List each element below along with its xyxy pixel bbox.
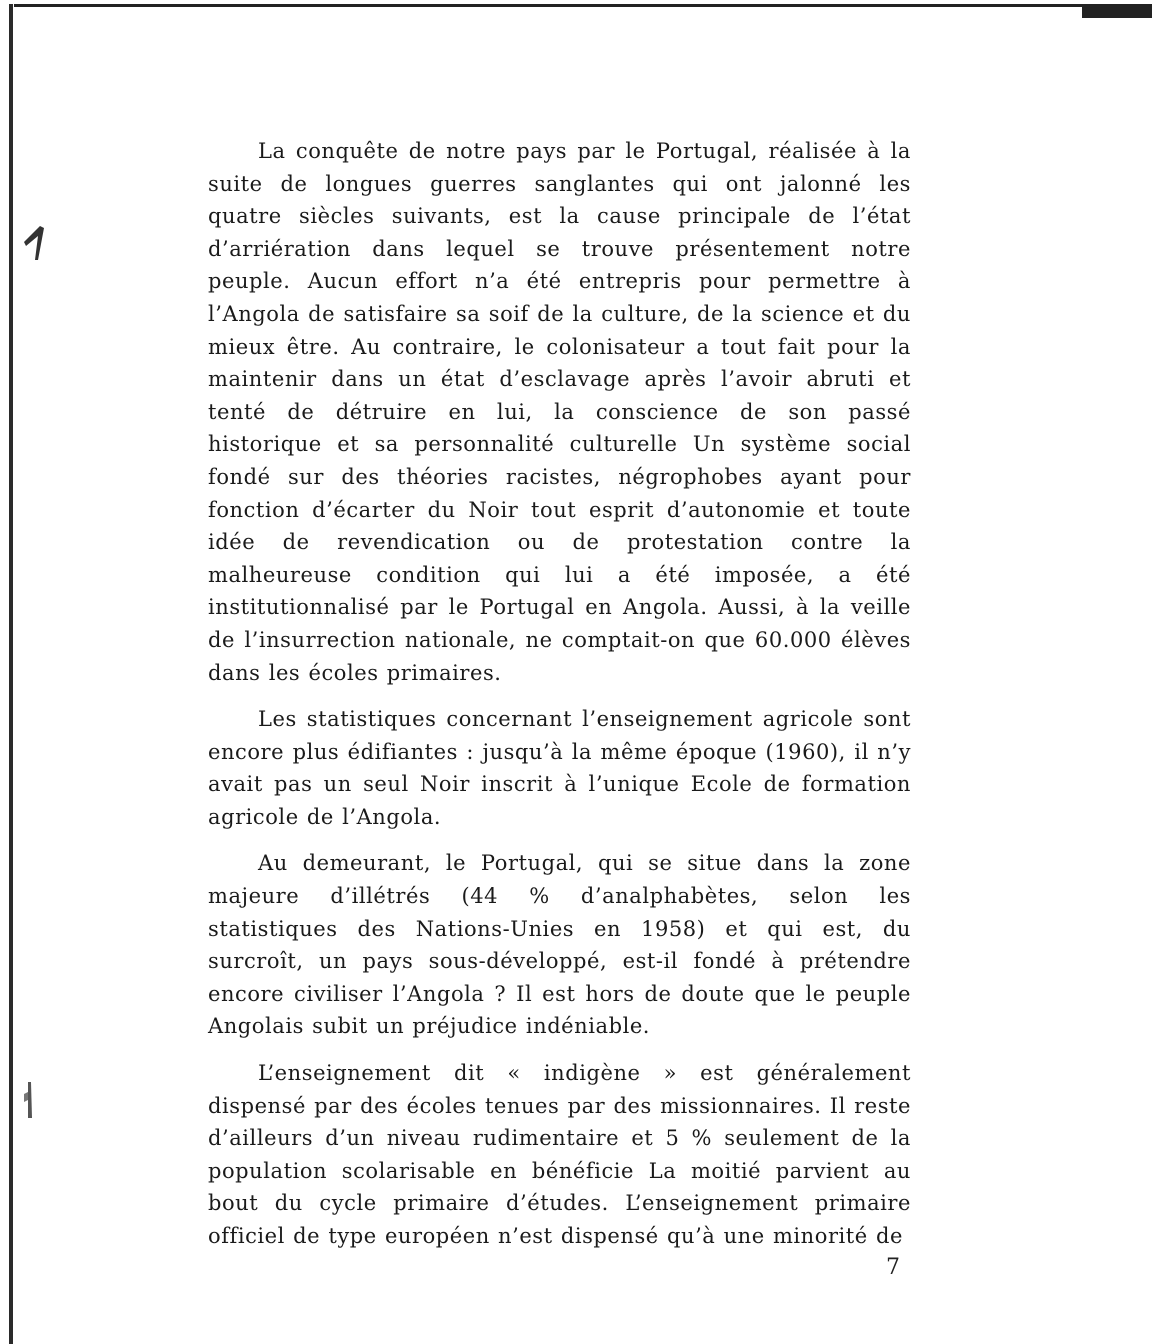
- paragraph: Au demeurant, le Portugal, qui se situe dans la zone majeure d’illétrés (44 % d’analphabètes, selon les statistiques des Nations-Unies en 1958) et qui est, du surcroît, un pays sous-développé, est-il fondé à prétendre encore civiliser l’Angola ? Il est hors de doute que le peuple Angolais subit un préjudice indéniable.: [208, 851, 911, 1039]
- page-number: 7: [886, 1255, 900, 1280]
- binding-mark: [20, 212, 50, 262]
- body-text: [208, 135, 911, 1267]
- paragraph: La conquête de notre pays par le Portugal, réalisée à la suite de longues guerres sanglantes qui ont jalonné les quatre siècles suivants, est la cause principale de l’état d’arriération dans lequel se trouve présentement notre peuple. Aucun effort n’a été entrepris pour permettre à l’Angola de satisfaire sa soif de la culture, de la science et du mieux être. Au contraire, le colonisateur a tout fait pour la maintenir dans un état d’esclavage après l’avoir abruti et tenté de détruire en lui, la conscience de son passé historique et sa personnalité culturelle Un système social fondé sur des théories racistes, négrophobes ayant pour fonction d’écarter du Noir tout esprit d’autonomie et toute idée de revendication ou de protestation contre la malheureuse condition qui lui a été imposée, a été institutionnalisé par le Portugal en Angola. Aussi, à la veille de l’insurrection nationale, ne comptait-on que 60.000 élèves dans les écoles primaires.: [208, 139, 911, 685]
- binding-mark-lower: [22, 1080, 36, 1120]
- paragraph: Les statistiques concernant l’enseignement agricole sont encore plus édifiantes : jusqu’à la même époque (1960), il n’y avait pas un seul Noir inscrit à l’unique Ecole de formation agricole de l’Angola.: [208, 707, 911, 829]
- paragraph: L’enseignement dit « indigène » est généralement dispensé par des écoles tenues par des missionnaires. Il reste d’ailleurs d’un niveau rudimentaire et 5 % seulement de la population scolarisable en bénéficie La moitié parvient au bout du cycle primaire d’études. L’enseignement primaire officiel de type européen n’est dispensé qu’à une minorité de: [208, 1061, 911, 1248]
- scan-top-edge: [14, 4, 1152, 7]
- scan-left-edge: [9, 4, 13, 1344]
- scan-corner-mark: [1082, 4, 1152, 18]
